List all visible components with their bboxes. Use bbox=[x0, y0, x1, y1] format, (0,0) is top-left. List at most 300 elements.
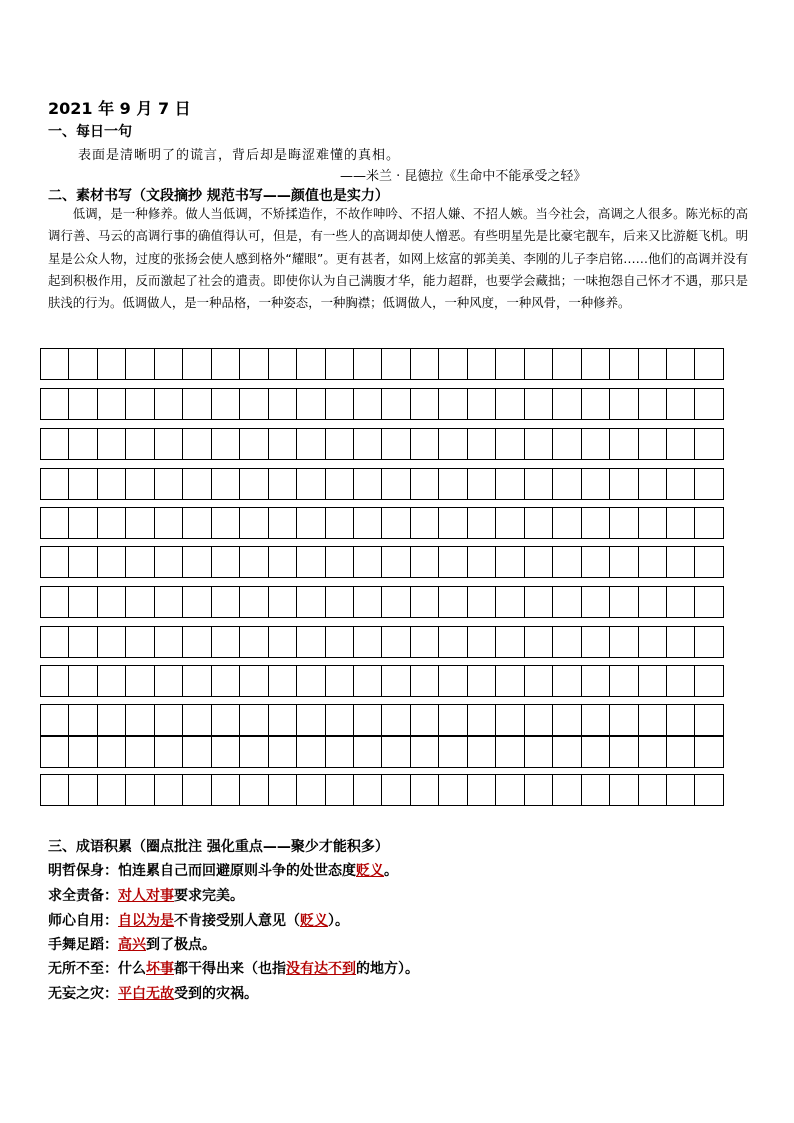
grid-cell[interactable] bbox=[495, 666, 523, 696]
grid-cell[interactable] bbox=[438, 469, 466, 499]
grid-cell[interactable] bbox=[552, 508, 580, 538]
grid-cell[interactable] bbox=[182, 469, 210, 499]
section-idioms-title: 三、成语积累（圈点批注 强化重点——聚少才能积多） bbox=[48, 839, 389, 855]
grid-cell[interactable] bbox=[68, 705, 96, 735]
idiom-highlight: 贬义 bbox=[300, 913, 328, 929]
grid-cell[interactable] bbox=[268, 775, 296, 805]
grid-cell[interactable] bbox=[154, 349, 182, 379]
grid-cell[interactable] bbox=[325, 666, 353, 696]
grid-cell[interactable] bbox=[125, 666, 153, 696]
grid-cell[interactable] bbox=[41, 469, 68, 499]
grid-cell[interactable] bbox=[97, 429, 125, 459]
grid-cell[interactable] bbox=[524, 705, 552, 735]
grid-cell[interactable] bbox=[325, 349, 353, 379]
grid-cell[interactable] bbox=[41, 349, 68, 379]
grid-cell[interactable] bbox=[154, 737, 182, 767]
grid-cell[interactable] bbox=[125, 389, 153, 419]
grid-cell[interactable] bbox=[296, 429, 324, 459]
grid-cell[interactable] bbox=[239, 547, 267, 577]
grid-cell[interactable] bbox=[97, 705, 125, 735]
grid-cell[interactable] bbox=[154, 547, 182, 577]
grid-cell[interactable] bbox=[154, 508, 182, 538]
grid-cell[interactable] bbox=[239, 737, 267, 767]
grid-cell[interactable] bbox=[410, 508, 438, 538]
grid-cell[interactable] bbox=[239, 587, 267, 617]
grid-cell[interactable] bbox=[211, 469, 239, 499]
grid-cell[interactable] bbox=[296, 389, 324, 419]
grid-cell[interactable] bbox=[524, 508, 552, 538]
grid-cell[interactable] bbox=[268, 705, 296, 735]
grid-cell[interactable] bbox=[552, 737, 580, 767]
grid-cell[interactable] bbox=[211, 429, 239, 459]
grid-cell[interactable] bbox=[495, 508, 523, 538]
grid-cell[interactable] bbox=[694, 389, 722, 419]
grid-cell[interactable] bbox=[296, 627, 324, 657]
grid-cell[interactable] bbox=[41, 547, 68, 577]
grid-cell[interactable] bbox=[581, 469, 609, 499]
grid-cell[interactable] bbox=[211, 705, 239, 735]
grid-cell[interactable] bbox=[552, 705, 580, 735]
grid-row bbox=[40, 428, 724, 460]
grid-cell[interactable] bbox=[125, 705, 153, 735]
grid-cell[interactable] bbox=[125, 737, 153, 767]
grid-cell[interactable] bbox=[467, 775, 495, 805]
grid-cell[interactable] bbox=[41, 775, 68, 805]
grid-cell[interactable] bbox=[410, 666, 438, 696]
grid-cell[interactable] bbox=[581, 547, 609, 577]
grid-cell[interactable] bbox=[495, 389, 523, 419]
grid-cell[interactable] bbox=[638, 349, 666, 379]
grid-cell[interactable] bbox=[467, 666, 495, 696]
grid-cell[interactable] bbox=[524, 469, 552, 499]
grid-cell[interactable] bbox=[353, 705, 381, 735]
grid-cell[interactable] bbox=[325, 547, 353, 577]
grid-cell[interactable] bbox=[381, 508, 409, 538]
grid-cell[interactable] bbox=[438, 737, 466, 767]
grid-cell[interactable] bbox=[239, 389, 267, 419]
grid-cell[interactable] bbox=[438, 666, 466, 696]
grid-cell[interactable] bbox=[325, 587, 353, 617]
grid-cell[interactable] bbox=[239, 469, 267, 499]
grid-cell[interactable] bbox=[638, 737, 666, 767]
grid-cell[interactable] bbox=[609, 469, 637, 499]
grid-cell[interactable] bbox=[268, 666, 296, 696]
grid-cell[interactable] bbox=[666, 705, 694, 735]
grid-cell[interactable] bbox=[154, 469, 182, 499]
grid-cell[interactable] bbox=[41, 508, 68, 538]
grid-cell[interactable] bbox=[296, 469, 324, 499]
grid-cell[interactable] bbox=[211, 508, 239, 538]
grid-cell[interactable] bbox=[467, 389, 495, 419]
grid-cell[interactable] bbox=[495, 737, 523, 767]
grid-cell[interactable] bbox=[296, 349, 324, 379]
grid-cell[interactable] bbox=[353, 587, 381, 617]
grid-cell[interactable] bbox=[325, 627, 353, 657]
grid-cell[interactable] bbox=[97, 469, 125, 499]
grid-cell[interactable] bbox=[467, 508, 495, 538]
grid-cell[interactable] bbox=[524, 587, 552, 617]
grid-cell[interactable] bbox=[211, 737, 239, 767]
grid-cell[interactable] bbox=[154, 705, 182, 735]
grid-cell[interactable] bbox=[609, 627, 637, 657]
grid-cell[interactable] bbox=[552, 666, 580, 696]
grid-cell[interactable] bbox=[609, 705, 637, 735]
grid-cell[interactable] bbox=[381, 587, 409, 617]
grid-cell[interactable] bbox=[325, 508, 353, 538]
grid-cell[interactable] bbox=[410, 429, 438, 459]
grid-cell[interactable] bbox=[467, 469, 495, 499]
grid-cell[interactable] bbox=[666, 349, 694, 379]
grid-cell[interactable] bbox=[694, 547, 722, 577]
grid-cell[interactable] bbox=[353, 508, 381, 538]
grid-cell[interactable] bbox=[609, 547, 637, 577]
grid-cell[interactable] bbox=[97, 547, 125, 577]
grid-cell[interactable] bbox=[638, 705, 666, 735]
grid-cell[interactable] bbox=[154, 389, 182, 419]
grid-cell[interactable] bbox=[552, 429, 580, 459]
grid-cell[interactable] bbox=[381, 775, 409, 805]
grid-cell[interactable] bbox=[524, 775, 552, 805]
grid-cell[interactable] bbox=[581, 389, 609, 419]
grid-cell[interactable] bbox=[410, 737, 438, 767]
grid-cell[interactable] bbox=[638, 627, 666, 657]
grid-cell[interactable] bbox=[524, 547, 552, 577]
grid-cell[interactable] bbox=[182, 705, 210, 735]
grid-cell[interactable] bbox=[268, 737, 296, 767]
grid-cell[interactable] bbox=[581, 666, 609, 696]
grid-cell[interactable] bbox=[211, 666, 239, 696]
grid-cell[interactable] bbox=[552, 587, 580, 617]
grid-cell[interactable] bbox=[581, 429, 609, 459]
grid-cell[interactable] bbox=[182, 737, 210, 767]
grid-cell[interactable] bbox=[296, 705, 324, 735]
grid-cell[interactable] bbox=[524, 389, 552, 419]
grid-cell[interactable] bbox=[581, 737, 609, 767]
grid-cell[interactable] bbox=[381, 429, 409, 459]
grid-cell[interactable] bbox=[495, 775, 523, 805]
grid-cell[interactable] bbox=[211, 547, 239, 577]
grid-cell[interactable] bbox=[268, 627, 296, 657]
grid-cell[interactable] bbox=[552, 547, 580, 577]
grid-cell[interactable] bbox=[666, 587, 694, 617]
grid-cell[interactable] bbox=[268, 469, 296, 499]
grid-cell[interactable] bbox=[381, 666, 409, 696]
grid-cell[interactable] bbox=[609, 775, 637, 805]
grid-cell[interactable] bbox=[154, 775, 182, 805]
grid-cell[interactable] bbox=[182, 587, 210, 617]
grid-cell[interactable] bbox=[97, 389, 125, 419]
grid-cell[interactable] bbox=[68, 429, 96, 459]
grid-cell[interactable] bbox=[68, 737, 96, 767]
grid-cell[interactable] bbox=[495, 429, 523, 459]
grid-cell[interactable] bbox=[438, 349, 466, 379]
grid-cell[interactable] bbox=[182, 627, 210, 657]
grid-cell[interactable] bbox=[182, 666, 210, 696]
idiom-highlight: 坏事 bbox=[146, 961, 174, 977]
grid-cell[interactable] bbox=[239, 627, 267, 657]
grid-cell[interactable] bbox=[239, 666, 267, 696]
grid-cell[interactable] bbox=[524, 737, 552, 767]
grid-cell[interactable] bbox=[353, 627, 381, 657]
grid-cell[interactable] bbox=[467, 737, 495, 767]
grid-cell[interactable] bbox=[182, 775, 210, 805]
idiom-text: 无妄之灾： bbox=[48, 986, 118, 1002]
grid-cell[interactable] bbox=[97, 737, 125, 767]
grid-cell[interactable] bbox=[353, 429, 381, 459]
grid-cell[interactable] bbox=[182, 508, 210, 538]
grid-cell[interactable] bbox=[154, 666, 182, 696]
grid-cell[interactable] bbox=[581, 775, 609, 805]
grid-cell[interactable] bbox=[268, 389, 296, 419]
idiom-text: 明哲保身：怕连累自己而回避原则斗争的处世态度 bbox=[48, 863, 356, 879]
grid-cell[interactable] bbox=[41, 429, 68, 459]
grid-cell[interactable] bbox=[495, 627, 523, 657]
grid-cell[interactable] bbox=[694, 469, 722, 499]
grid-cell[interactable] bbox=[694, 737, 722, 767]
grid-cell[interactable] bbox=[410, 349, 438, 379]
idiom-text: 要求完美。 bbox=[174, 888, 244, 904]
grid-cell[interactable] bbox=[438, 627, 466, 657]
grid-cell[interactable] bbox=[353, 547, 381, 577]
grid-cell[interactable] bbox=[125, 775, 153, 805]
grid-cell[interactable] bbox=[68, 389, 96, 419]
grid-cell[interactable] bbox=[609, 666, 637, 696]
grid-cell[interactable] bbox=[41, 705, 68, 735]
grid-cell[interactable] bbox=[125, 469, 153, 499]
grid-cell[interactable] bbox=[97, 775, 125, 805]
grid-cell[interactable] bbox=[467, 547, 495, 577]
grid-cell[interactable] bbox=[438, 775, 466, 805]
grid-cell[interactable] bbox=[211, 627, 239, 657]
grid-cell[interactable] bbox=[495, 547, 523, 577]
grid-cell[interactable] bbox=[438, 389, 466, 419]
section-daily-quote-title: 一、每日一句 bbox=[48, 124, 132, 140]
grid-cell[interactable] bbox=[182, 547, 210, 577]
grid-cell[interactable] bbox=[268, 429, 296, 459]
grid-cell[interactable] bbox=[524, 627, 552, 657]
grid-cell[interactable] bbox=[581, 587, 609, 617]
grid-cell[interactable] bbox=[239, 349, 267, 379]
grid-cell[interactable] bbox=[581, 349, 609, 379]
grid-cell[interactable] bbox=[410, 547, 438, 577]
grid-cell[interactable] bbox=[325, 705, 353, 735]
grid-cell[interactable] bbox=[552, 627, 580, 657]
grid-cell[interactable] bbox=[666, 389, 694, 419]
grid-cell[interactable] bbox=[552, 775, 580, 805]
grid-cell[interactable] bbox=[694, 666, 722, 696]
grid-cell[interactable] bbox=[467, 627, 495, 657]
grid-cell[interactable] bbox=[438, 508, 466, 538]
grid-cell[interactable] bbox=[68, 508, 96, 538]
grid-cell[interactable] bbox=[41, 666, 68, 696]
grid-cell[interactable] bbox=[638, 666, 666, 696]
grid-cell[interactable] bbox=[125, 508, 153, 538]
grid-cell[interactable] bbox=[666, 429, 694, 459]
grid-cell[interactable] bbox=[381, 627, 409, 657]
grid-cell[interactable] bbox=[211, 389, 239, 419]
idiom-item bbox=[48, 958, 419, 978]
grid-cell[interactable] bbox=[638, 775, 666, 805]
grid-cell[interactable] bbox=[638, 547, 666, 577]
grid-cell[interactable] bbox=[638, 469, 666, 499]
grid-cell[interactable] bbox=[410, 389, 438, 419]
grid-cell[interactable] bbox=[438, 429, 466, 459]
grid-cell[interactable] bbox=[68, 666, 96, 696]
grid-cell[interactable] bbox=[41, 587, 68, 617]
grid-cell[interactable] bbox=[381, 389, 409, 419]
grid-cell[interactable] bbox=[125, 349, 153, 379]
grid-cell[interactable] bbox=[581, 627, 609, 657]
grid-cell[interactable] bbox=[296, 547, 324, 577]
grid-cell[interactable] bbox=[438, 587, 466, 617]
grid-cell[interactable] bbox=[68, 349, 96, 379]
grid-cell[interactable] bbox=[552, 349, 580, 379]
grid-cell[interactable] bbox=[325, 469, 353, 499]
grid-cell[interactable] bbox=[495, 469, 523, 499]
grid-cell[interactable] bbox=[694, 705, 722, 735]
grid-cell[interactable] bbox=[638, 429, 666, 459]
grid-cell[interactable] bbox=[381, 547, 409, 577]
grid-cell[interactable] bbox=[694, 587, 722, 617]
grid-cell[interactable] bbox=[410, 627, 438, 657]
idiom-item bbox=[48, 885, 244, 905]
grid-cell[interactable] bbox=[694, 429, 722, 459]
grid-cell[interactable] bbox=[41, 627, 68, 657]
grid-cell[interactable] bbox=[694, 775, 722, 805]
grid-cell[interactable] bbox=[666, 737, 694, 767]
grid-cell[interactable] bbox=[211, 587, 239, 617]
grid-cell[interactable] bbox=[239, 705, 267, 735]
grid-cell[interactable] bbox=[609, 349, 637, 379]
grid-cell[interactable] bbox=[524, 429, 552, 459]
grid-cell[interactable] bbox=[182, 429, 210, 459]
grid-cell[interactable] bbox=[154, 429, 182, 459]
grid-cell[interactable] bbox=[296, 775, 324, 805]
grid-cell[interactable] bbox=[353, 349, 381, 379]
grid-cell[interactable] bbox=[125, 587, 153, 617]
grid-cell[interactable] bbox=[638, 508, 666, 538]
grid-cell[interactable] bbox=[638, 389, 666, 419]
grid-cell[interactable] bbox=[97, 587, 125, 617]
grid-cell[interactable] bbox=[97, 666, 125, 696]
grid-cell[interactable] bbox=[524, 666, 552, 696]
grid-cell[interactable] bbox=[239, 775, 267, 805]
grid-cell[interactable] bbox=[68, 587, 96, 617]
grid-cell[interactable] bbox=[467, 429, 495, 459]
grid-cell[interactable] bbox=[97, 349, 125, 379]
grid-cell[interactable] bbox=[353, 389, 381, 419]
grid-cell[interactable] bbox=[552, 389, 580, 419]
grid-cell[interactable] bbox=[495, 705, 523, 735]
grid-cell[interactable] bbox=[325, 737, 353, 767]
grid-cell[interactable] bbox=[154, 627, 182, 657]
grid-cell[interactable] bbox=[552, 469, 580, 499]
grid-cell[interactable] bbox=[268, 508, 296, 538]
grid-cell[interactable] bbox=[666, 508, 694, 538]
grid-cell[interactable] bbox=[41, 737, 68, 767]
grid-cell[interactable] bbox=[325, 775, 353, 805]
grid-cell[interactable] bbox=[296, 587, 324, 617]
grid-cell[interactable] bbox=[666, 469, 694, 499]
grid-cell[interactable] bbox=[41, 389, 68, 419]
grid-cell[interactable] bbox=[381, 737, 409, 767]
grid-cell[interactable] bbox=[609, 389, 637, 419]
grid-cell[interactable] bbox=[381, 705, 409, 735]
grid-cell[interactable] bbox=[325, 429, 353, 459]
grid-cell[interactable] bbox=[410, 775, 438, 805]
grid-cell[interactable] bbox=[381, 469, 409, 499]
grid-cell[interactable] bbox=[268, 547, 296, 577]
grid-cell[interactable] bbox=[68, 469, 96, 499]
grid-cell[interactable] bbox=[694, 627, 722, 657]
grid-cell[interactable] bbox=[666, 627, 694, 657]
grid-cell[interactable] bbox=[467, 705, 495, 735]
grid-cell[interactable] bbox=[353, 775, 381, 805]
grid-cell[interactable] bbox=[638, 587, 666, 617]
grid-cell[interactable] bbox=[495, 587, 523, 617]
grid-cell[interactable] bbox=[438, 705, 466, 735]
grid-cell[interactable] bbox=[125, 547, 153, 577]
grid-cell[interactable] bbox=[97, 508, 125, 538]
idiom-text: ）。 bbox=[328, 913, 349, 929]
grid-cell[interactable] bbox=[581, 705, 609, 735]
grid-cell[interactable] bbox=[154, 587, 182, 617]
grid-cell[interactable] bbox=[438, 547, 466, 577]
grid-cell[interactable] bbox=[268, 349, 296, 379]
grid-cell[interactable] bbox=[410, 587, 438, 617]
grid-cell[interactable] bbox=[609, 737, 637, 767]
grid-cell[interactable] bbox=[296, 508, 324, 538]
grid-cell[interactable] bbox=[325, 389, 353, 419]
grid-cell[interactable] bbox=[296, 737, 324, 767]
grid-cell[interactable] bbox=[296, 666, 324, 696]
grid-cell[interactable] bbox=[125, 627, 153, 657]
grid-cell[interactable] bbox=[666, 666, 694, 696]
grid-cell[interactable] bbox=[182, 389, 210, 419]
grid-cell[interactable] bbox=[68, 627, 96, 657]
grid-cell[interactable] bbox=[467, 587, 495, 617]
grid-cell[interactable] bbox=[182, 349, 210, 379]
grid-cell[interactable] bbox=[495, 349, 523, 379]
grid-cell[interactable] bbox=[239, 429, 267, 459]
grid-cell[interactable] bbox=[410, 705, 438, 735]
grid-cell[interactable] bbox=[694, 508, 722, 538]
grid-cell[interactable] bbox=[211, 349, 239, 379]
grid-cell[interactable] bbox=[268, 587, 296, 617]
grid-cell[interactable] bbox=[609, 508, 637, 538]
grid-cell[interactable] bbox=[666, 775, 694, 805]
idiom-highlight: 没有达不到 bbox=[286, 961, 356, 977]
grid-cell[interactable] bbox=[524, 349, 552, 379]
grid-cell[interactable] bbox=[68, 547, 96, 577]
grid-cell[interactable] bbox=[581, 508, 609, 538]
grid-cell[interactable] bbox=[609, 429, 637, 459]
grid-cell[interactable] bbox=[467, 349, 495, 379]
grid-cell[interactable] bbox=[68, 775, 96, 805]
grid-cell[interactable] bbox=[353, 666, 381, 696]
grid-cell[interactable] bbox=[353, 737, 381, 767]
grid-cell[interactable] bbox=[211, 775, 239, 805]
grid-cell[interactable] bbox=[609, 587, 637, 617]
grid-cell[interactable] bbox=[666, 547, 694, 577]
grid-cell[interactable] bbox=[694, 349, 722, 379]
grid-cell[interactable] bbox=[239, 508, 267, 538]
grid-cell[interactable] bbox=[410, 469, 438, 499]
grid-cell[interactable] bbox=[97, 627, 125, 657]
grid-cell[interactable] bbox=[381, 349, 409, 379]
grid-cell[interactable] bbox=[125, 429, 153, 459]
grid-cell[interactable] bbox=[353, 469, 381, 499]
